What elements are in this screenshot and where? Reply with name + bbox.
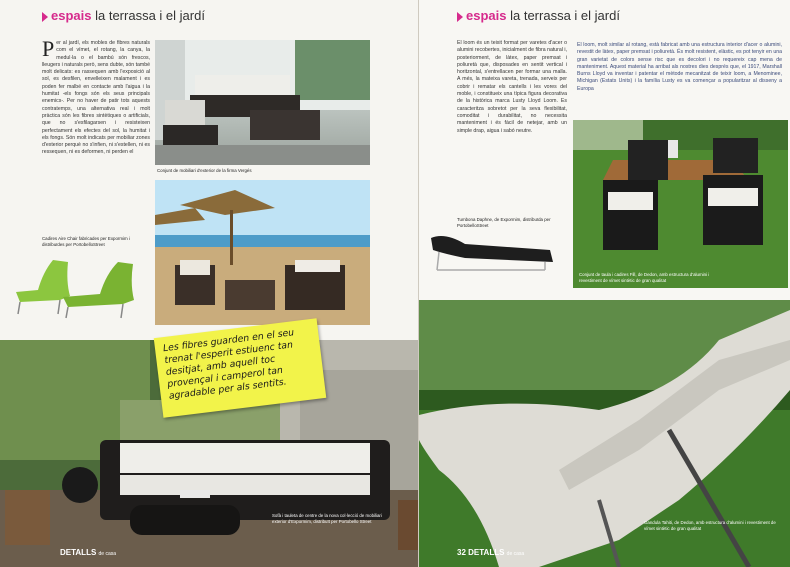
right-page bbox=[419, 0, 790, 567]
photo-table-chairs bbox=[573, 120, 788, 288]
section-label: espais bbox=[51, 8, 92, 23]
dropcap: P bbox=[42, 40, 55, 61]
body-text-right: El loom és un teixit format per varetes d'acer o alumini recobertes, inicialment de fibra natural i, posteriorment, de làtex, paper premsat i poliuretà que, disposades en sentit vertical i horitzontal, s'entrellacen per formar una malla. A més, la mateixa vareta, trenada, serveix per cobrir i rematar els cantells i les vores del moble, i constitueix una típica figura decorativa de la històrica marca Lusty Lloyd Loom. Es caracteritza sobretot per la seva flexibilitat, comoditat i durabilitat, no necessita manteniment i és fàcil de netejar, amb un simple drap, aigua i sabó neutre. bbox=[457, 40, 567, 134]
photo-beach-lounge bbox=[155, 180, 370, 325]
bullet-icon bbox=[42, 12, 48, 22]
page-number: 32 bbox=[457, 548, 466, 557]
footer-right bbox=[457, 548, 524, 557]
logo-sub-right: de casa bbox=[506, 551, 525, 557]
logo-left: DETALLS de casa bbox=[60, 548, 117, 557]
photo-terrace-sofa bbox=[155, 40, 370, 165]
page-header-left bbox=[42, 8, 205, 23]
sidebar-text: El loom, molt similar al rotang, està fabricat amb una estructura interior d'acer o alumini, revestit de làtex, paper premsat i poliuretà. És molt resistent, elàstic, es pot tenyir en una gran varietat de colors sense risc que es decolori i no requereix cap mena de manteniment. Aquest material ha arribat als nostres dies després que, el 1917, Marshall Burns Lloyd va inventar i patentar el mètode mecanitzat de teixir loom, a Menominee, Michigan (Estats Units) i la família Lusty es va començar a popularitzar al disseny a Europa bbox=[577, 42, 782, 92]
section-title: la terrassa i el jardí bbox=[95, 8, 205, 23]
caption-terrace: Conjunt de mobiliari d'exterior de la firma Vergés bbox=[157, 168, 252, 173]
caption-chairs: Cadires Aire Chair fabricades per Expormim i distribuïdes per PortobelloStreet bbox=[42, 236, 130, 247]
body-paragraph: er al jardí, els mobles de fibres naturals com el vímet, el rotang, la canya, la medul·la o el bambú són frescos, lleugers i naturals però, sens dubte, són també molt delicats: es rassequen amb l'exposició al sol, es desfilen, envelleixen malament i es poden fer malbé en contacte amb l'aigua i la humitat -els fongs són els seus principals enemics-. Per no haver de patir tots aquests contratemps, una alternativa real i molt pràctica són les fibres sintètiques o artificials, que no s'esfilagarsen i resisteixen perfectament els efectes del sol, la humitat i els fongs. Són molt indicats per mobiliar zones d'exterior perquè no s'infien, ni s'estellen, ni es ressequen, ni es deformen, ni perden el bbox=[42, 40, 150, 156]
section-label: espais bbox=[466, 8, 507, 23]
section-title: la terrassa i el jardí bbox=[510, 8, 620, 23]
caption-table: Conjunt de taula i cadires Fill, de Dedon, amb estructura d'alumini i revestiment de vímet sintètic de gran qualitat bbox=[579, 272, 710, 283]
page-header-right bbox=[457, 8, 620, 23]
logo-right: DETALLS bbox=[468, 548, 505, 557]
pull-quote: Les fibres guarden en el seu trenat l'esperit estiuenc tan desitjat, amb aquell toc provençal i camperol tan agradable per als sentits. bbox=[154, 318, 327, 417]
photo-green-chairs bbox=[8, 252, 143, 322]
photo-daphne-lounger bbox=[425, 228, 560, 283]
bullet-icon bbox=[457, 12, 463, 22]
body-text-left bbox=[42, 40, 150, 230]
caption-lounger: Tumbona Daphne, de Expormim, distribuïda per PortobelloStreet bbox=[457, 217, 551, 228]
caption-sofa: Sofà i tauleta de centre de la nova col·lecció de mobiliari exterior d'Expormim, distribuït per Portobello Street bbox=[272, 513, 382, 524]
caption-bottom: Gandula Tahiti, de Dedon, amb estructura d'alumini i revestiment de vímet sintètic de gran qualitat bbox=[644, 520, 776, 531]
